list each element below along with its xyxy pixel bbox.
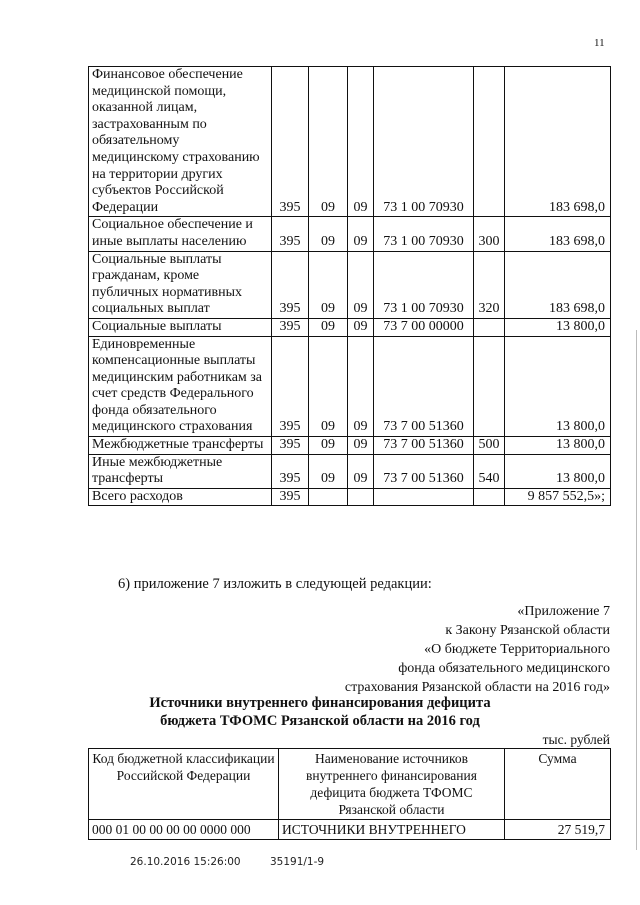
- cell-sum: 9 857 552,5»;: [505, 488, 611, 506]
- cell-sum: 13 800,0: [505, 437, 611, 455]
- cell-name: Единовременные компенсационные выплаты медицинским работникам за счет средств Федерального фонда обязательного медицинского страхования: [89, 336, 272, 437]
- cell-csr: 73 1 00 70930: [374, 251, 474, 318]
- appendix-line: «О бюджете Территориального: [424, 642, 610, 657]
- cell-grbs: 395: [272, 336, 309, 437]
- unit-label: тыс. рублей: [542, 732, 610, 747]
- cell-rz: 09: [309, 67, 348, 217]
- intro-text: 6) приложение 7 изложить в следующей редакции:: [118, 576, 432, 592]
- header-name: Наименование источников внутреннего финансирования дефицита бюджета ТФОМС Рязанской области: [279, 749, 505, 820]
- cell-sum: 183 698,0: [505, 217, 611, 251]
- table-row: [89, 437, 611, 455]
- document-title: [0, 694, 640, 730]
- cell-sum: 13 800,0: [505, 454, 611, 488]
- cell-vr: 320: [474, 251, 505, 318]
- table-row: [89, 67, 611, 217]
- appendix-heading: [345, 602, 610, 697]
- cell-pr: 09: [348, 437, 374, 455]
- cell-csr: 73 7 00 51360: [374, 437, 474, 455]
- cell-rz: 09: [309, 217, 348, 251]
- cell-name: ИСТОЧНИКИ ВНУТРЕННЕГО: [279, 820, 505, 840]
- appendix-line: «Приложение 7: [517, 604, 610, 619]
- cell-sum: 13 800,0: [505, 336, 611, 437]
- cell-name: Финансовое обеспечение медицинской помощи, оказанной лицам, застрахованным по обязательному медицинскому страхованию на территории других субъектов Российской Федерации: [89, 67, 272, 217]
- cell-pr: [348, 488, 374, 506]
- cell-rz: 09: [309, 318, 348, 336]
- cell-rz: 09: [309, 437, 348, 455]
- cell-name: Социальные выплаты: [89, 318, 272, 336]
- footer-timestamp: 26.10.2016 15:26:00: [130, 856, 241, 868]
- cell-rz: 09: [309, 251, 348, 318]
- cell-vr: 540: [474, 454, 505, 488]
- cell-csr: [374, 488, 474, 506]
- table-row: [89, 251, 611, 318]
- cell-grbs: 395: [272, 67, 309, 217]
- cell-vr: 500: [474, 437, 505, 455]
- table-row: [89, 217, 611, 251]
- table-row: [89, 820, 611, 840]
- header-row: [89, 749, 611, 820]
- cell-vr: [474, 318, 505, 336]
- header-sum: Сумма: [505, 749, 611, 820]
- table-row: [89, 318, 611, 336]
- cell-sum: 13 800,0: [505, 318, 611, 336]
- table-row: [89, 336, 611, 437]
- expenses-table: [88, 66, 611, 506]
- cell-grbs: 395: [272, 454, 309, 488]
- cell-pr: 09: [348, 454, 374, 488]
- cell-grbs: 395: [272, 437, 309, 455]
- cell-grbs: 395: [272, 318, 309, 336]
- scan-artifact-line: [636, 330, 637, 850]
- cell-pr: 09: [348, 251, 374, 318]
- cell-csr: 73 7 00 00000: [374, 318, 474, 336]
- sources-table: [88, 748, 611, 840]
- appendix-line: страхования Рязанской области на 2016 год»: [344, 680, 610, 695]
- cell-csr: 73 1 00 70930: [374, 67, 474, 217]
- appendix-line: фонда обязательного медицинского: [398, 661, 610, 676]
- cell-name: Всего расходов: [89, 488, 272, 506]
- cell-rz: [309, 488, 348, 506]
- cell-pr: 09: [348, 217, 374, 251]
- cell-sum: 183 698,0: [505, 251, 611, 318]
- title-line: Источники внутреннего финансирования дефицита: [149, 695, 491, 711]
- cell-pr: 09: [348, 67, 374, 217]
- cell-sum: 27 519,7: [505, 820, 611, 840]
- cell-code: 000 01 00 00 00 00 0000 000: [89, 820, 279, 840]
- header-code: Код бюджетной классификации Российской Федерации: [89, 749, 279, 820]
- cell-grbs: 395: [272, 217, 309, 251]
- cell-name: Межбюджетные трансферты: [89, 437, 272, 455]
- cell-rz: 09: [309, 454, 348, 488]
- appendix-line: к Закону Рязанской области: [445, 623, 610, 638]
- table-row: [89, 454, 611, 488]
- cell-name: Социальные выплаты гражданам, кроме публичных нормативных социальных выплат: [89, 251, 272, 318]
- cell-csr: 73 7 00 51360: [374, 454, 474, 488]
- cell-vr: [474, 67, 505, 217]
- cell-csr: 73 1 00 70930: [374, 217, 474, 251]
- cell-grbs: 395: [272, 488, 309, 506]
- cell-name: Иные межбюджетные трансферты: [89, 454, 272, 488]
- footer-stamp: [130, 856, 350, 868]
- cell-pr: 09: [348, 318, 374, 336]
- title-line: бюджета ТФОМС Рязанской области на 2016 год: [160, 713, 480, 729]
- cell-rz: 09: [309, 336, 348, 437]
- cell-vr: [474, 488, 505, 506]
- cell-pr: 09: [348, 336, 374, 437]
- page-number: 11: [594, 37, 605, 49]
- cell-csr: 73 7 00 51360: [374, 336, 474, 437]
- cell-grbs: 395: [272, 251, 309, 318]
- cell-vr: [474, 336, 505, 437]
- cell-name: Социальное обеспечение и иные выплаты населению: [89, 217, 272, 251]
- footer-doc-id: 35191/1-9: [269, 856, 325, 868]
- cell-sum: 183 698,0: [505, 67, 611, 217]
- table-row: [89, 488, 611, 506]
- cell-vr: 300: [474, 217, 505, 251]
